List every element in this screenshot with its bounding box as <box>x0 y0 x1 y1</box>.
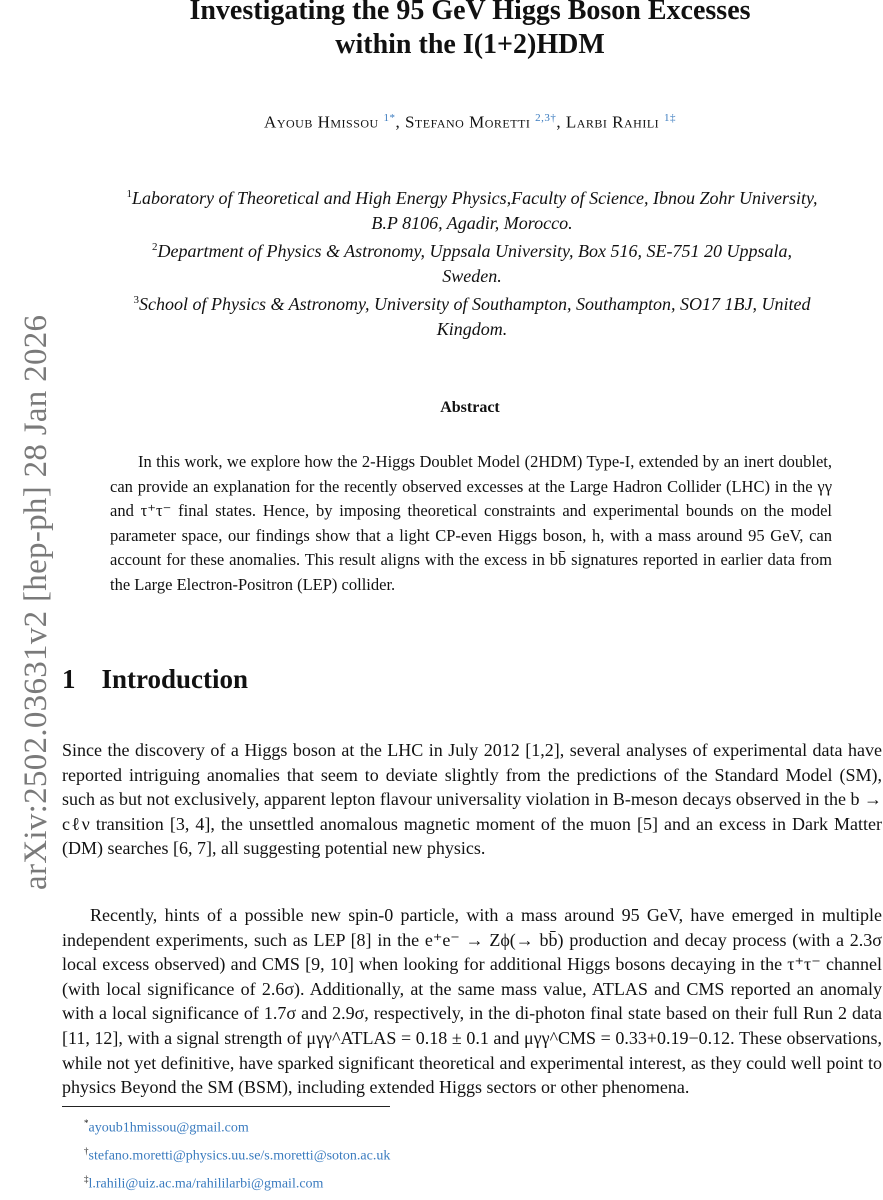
author-name: Ayoub Hmissou <box>264 112 379 132</box>
section-heading <box>62 664 248 695</box>
email-link[interactable]: l.rahili@uiz.ac.ma/rahililarbi@gmail.com <box>88 1176 324 1192</box>
intro-paragraph-2: Recently, hints of a possible new spin-0 particle, with a mass around 95 GeV, have emerged in multiple independent experiments, such as LEP [8] in the e⁺e⁻ → Zϕ(→ bb̄) production and decay process (with a 2.3σ local excess observed) and CMS [9, 10] when looking for additional Higgs bosons decaying in the τ⁺τ⁻ channel (with local significance of 2.6σ). Additionally, at the same mass value, ATLAS and CMS reported an anomaly with a local significance of 1.7σ and 2.9σ, respectively, in the di-photon final state based on their full Run 2 data [11, 12], with a signal strength of μγγ^ATLAS = 0.18 ± 0.1 and μγγ^CMS = 0.33+0.19−0.12. These observations, while not yet definitive, have sparked significant theoretical and experimental interest, as they could well point to physics Beyond the SM (BSM), including extended Higgs sectors or other phenomena. <box>62 905 882 1098</box>
title-line-2: within the I(1+2)HDM <box>335 29 605 60</box>
author-list: Ayoub Hmissou $^{1*}$, Stefano Moretti $^{2,3\dagger}$, Larbi Rahili $^{1\ddagger}$ <box>264 112 676 132</box>
email-link[interactable]: ayoub1hmissou@gmail.com <box>88 1120 249 1136</box>
footnote: †stefano.moretti@physics.uu.se/s.moretti@soton.ac.uk <box>84 1146 391 1164</box>
affiliation: $^2$Department of Physics & Astronomy, Uppsala University, Box 516, SE-751 20 Uppsala, <box>152 241 792 261</box>
section-title: Introduction <box>101 664 249 694</box>
affiliation: $^3$School of Physics & Astronomy, University of Southampton, Southampton, SO17 1BJ, United <box>133 294 811 314</box>
footnotes <box>84 1112 390 1196</box>
author-name: Stefano Moretti <box>404 112 531 132</box>
paper-title <box>60 0 880 62</box>
author-mark[interactable]: 2,3† <box>535 112 557 124</box>
affiliation-cont: B.P 8106, Agadir, Morocco. <box>371 212 573 233</box>
footnote-divider <box>62 1106 390 1107</box>
affiliations <box>62 182 882 341</box>
section-number: 1 <box>62 664 76 694</box>
abstract-heading: Abstract <box>440 399 500 416</box>
arxiv-identifier: arXiv:2502.03631v2 [hep-ph] 28 Jan 2026 <box>18 314 54 890</box>
author-mark[interactable]: 1* <box>383 112 396 124</box>
footnote: *ayoub1hmissou@gmail.com <box>84 1118 249 1136</box>
email-link[interactable]: stefano.moretti@physics.uu.se/s.moretti@soton.ac.uk <box>88 1148 391 1164</box>
arxiv-sidebar <box>0 0 54 1200</box>
intro-paragraph-1: Since the discovery of a Higgs boson at the LHC in July 2012 [1,2], several analyses of experimental data have reported intriguing anomalies that seem to deviate slightly from the predictions of the Standard Model (SM), such as but not exclusively, apparent lepton flavour universality violation in B-meson decays observed in the b → cℓν transition [3, 4], the unsettled anomalous magnetic moment of the muon [5] and an excess in Dark Matter (DM) searches [6, 7], all suggesting potential new physics. <box>62 740 882 859</box>
affiliation: $^1$Laboratory of Theoretical and High Energy Physics,Faculty of Science, Ibnou Zohr University, <box>126 188 818 208</box>
affiliation-cont: Sweden. <box>442 265 502 286</box>
footnote: ‡l.rahili@uiz.ac.ma/rahililarbi@gmail.com <box>84 1174 324 1192</box>
abstract-body: In this work, we explore how the 2-Higgs Doublet Model (2HDM) Type-I, extended by an inert doublet, can provide an explanation for the recently observed excesses at the Large Hadron Collider (LHC) in the γγ and τ⁺τ⁻ final states. Hence, by imposing theoretical constraints and experimental bounds on the model parameter space, our findings show that a light CP-even Higgs boson, h, with a mass around 95 GeV, can account for these anomalies. This result aligns with the excess in bb̄ signatures reported in earlier data from the Large Electron-Positron (LEP) collider. <box>110 452 832 594</box>
affiliation-cont: Kingdom. <box>436 318 508 339</box>
title-line-1: Investigating the 95 GeV Higgs Boson Excesses <box>189 0 751 26</box>
author-name: Larbi Rahili <box>565 112 660 132</box>
author-mark[interactable]: 1‡ <box>663 112 676 124</box>
